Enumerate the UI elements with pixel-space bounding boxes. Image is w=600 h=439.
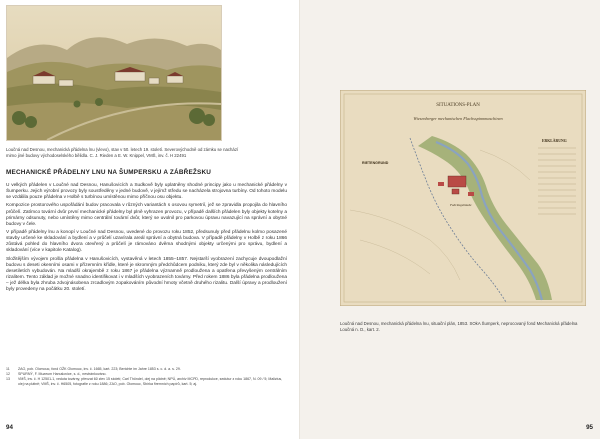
footnotes [6, 367, 287, 387]
paragraph: U velkých přádelen v Loučné nad Desnou, Hanušovicích a Sudkově byly uplatněny shodné principy jako u mechanické přádelny v Šumperku. Jejich výrobní provozy byly soustředěny v jedné budově, v jejímž středu se nacházela strojovna turbíny. Od tohoto modelu se vzdálila pouze přádelna v Holbě s turbínou umístěnou mimo příčnou osu objektu. [6, 183, 287, 201]
painting-caption: Loučná nad Desnou, mechanická přádelna lnu (vlevo), stav v 50. letech 19. století. Severovýchodně od zámku se nachází mimo jiné budovy východoselského bělidla. C. J. Rieden a E. W. Knippel, VMŠ, inv. č. H 22491 [6, 147, 239, 158]
paragraph: Kompozice prostorového uspořádání budov pracovala v různých variantách s osovou symetrií, jež se zpravidla propojila do hlavního průčelí. Zatímco tovární dvůr první mechanické přádelny byl plně vyhrazen provozu, v případě dalších přádelen byly objekty kotelny a primárny odsunuty, nebo umístěny mimo centrální tovární dvůr, který se uvolnil pro parkovou úpravu navazující na správní a obytné budovy v čele. [6, 203, 287, 227]
site-plan-drawing [340, 90, 586, 306]
legend-title: ERKLÄRUNG [542, 139, 567, 143]
landscape-illustration [7, 6, 221, 140]
building-label: Fabriksgebäude [450, 203, 472, 207]
site-plan-map [340, 90, 586, 306]
landscape-painting [6, 5, 222, 141]
footnote-number: 13 [6, 376, 10, 381]
footnote-text: ZAO, pob. Olomouc, fond OŽK Olomouc, inv. č. 1665, kart. 223; Berichte im Jahre 1853 s. c. d. a. s. 29. [18, 367, 181, 371]
map-title: SITUATIONS-PLAN [436, 103, 480, 108]
page-number-left: 94 [6, 424, 13, 431]
footnote-text: VMŠ, inv. č. H 12501-1, veduta továrny, převzat 60 zlev 15 století; Carl Thöndel, olej na plátně; NPÚ, archiv MCPD, reprodukce, sedutur z roku 1867, N. 09 / 5; Malizius, olej na plátně; VMŠ, inv. č. H6505, fotografie z roku 1886; ZAO, pob. Olomouc, Sbírka firemních papírů, kart. 5; aj. [18, 376, 283, 386]
body-text [6, 183, 287, 295]
footnote-number: 12 [6, 371, 10, 376]
map-subtitle: Wiesenberger mechanischen Flachsspinnmaschinen [413, 116, 503, 121]
page-number-right: 95 [586, 424, 593, 431]
right-page [300, 0, 600, 439]
footnote [6, 372, 287, 377]
paragraph: V případě přádelny lnu a konopí v Loučné nad Desnou, uvedené do provozu roku 1852, předsunuly před přádelnu kolmo posazené stavby určené ke skladování a bydlení a v průčelí uzavírala areál správní a obytná budova. V případě přádelny v Holbě z roku 1866 zůstává pohled do hlavního dvora otevřený a průčelí je rámováno dvěma shodnými objekty určenými pro správu, bydlení a skladování (více v kapitole Katalog). [6, 230, 287, 254]
footnote [6, 377, 287, 386]
river-label: RIETENGRUND [362, 161, 389, 165]
section-heading: MECHANICKÉ PŘÁDELNY LNU NA ŠUMPERSKU A ZÁBŘEŽSKU [6, 169, 212, 176]
map-caption: Loučná nad Desnou, mechanická přádelna lnu, situační plán, 1853. SOkA Šumperk, neprocovaný fond Mechanická přádelna Loučná n. D., kart. 2. [340, 321, 578, 332]
footnote-number: 11 [6, 367, 10, 371]
paragraph: Složitějším vývojem prošla přádelna v Hanušovicích, vystavěná v letech 1855–1857. Nejstarší vyobrazení zachycuje dvoupodlažní budovu s deseti okenními osami v přízemním křídle, které je skromným předchůdcem podniku, který zde byl v několika následujících desetiletích vybudován. Na mladší okrajembě z roku 1867 je přádelna významně prodloužena a opatřena převyšeným centrálním rizalitem. Tento základ je možné snadno identifikovat i v mladších vyobrazeních továrny. Před rokem 1886 byla přádelna prodloužena – jež délka byla zhruba zdvojnásobena zrcadlovým zopakováním původní hmoty včetně druhého rizalitu. Další úpravy a prodloužení byly provedeny na počátku 20. století. [6, 256, 287, 293]
footnote-text: SPURNÝ, F. Muzeum Hanušovice, s. d., nestránkováno. [18, 371, 107, 376]
footnote [6, 367, 287, 372]
